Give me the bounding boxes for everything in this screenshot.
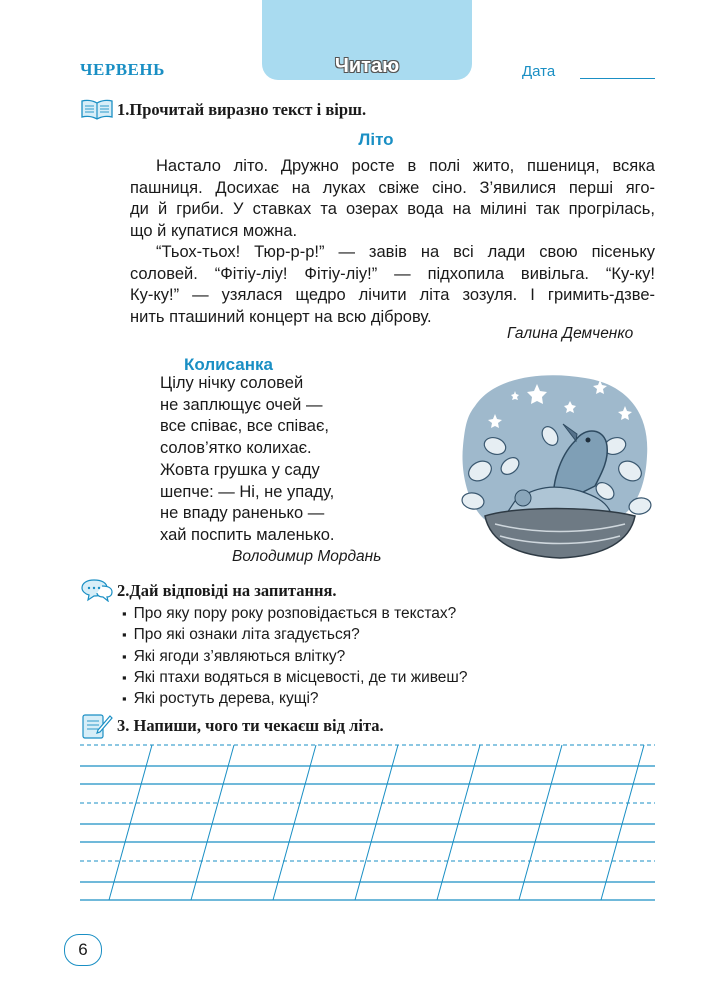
story-line: пашниця. Досихає на луках свіже сіно. З’явилися перші яго- [130, 178, 655, 197]
task3-title: 3. Напиши, чого ти чекаєш від літа. [117, 716, 384, 735]
list-item: ▪ Про яку пору року розповідається в текстах? [122, 603, 468, 624]
task2-title: 2.Дай відповіді на запитання. [117, 581, 337, 600]
list-item: ▪ Які ягоди з’являються влітку? [122, 646, 468, 667]
story-line: що й купатися можна. [130, 221, 298, 240]
task1-title: 1.Прочитай виразно текст і вірш. [117, 100, 367, 119]
poem-line: не заплющує очей — [160, 395, 323, 414]
poem-title: Колисанка [184, 355, 273, 374]
story-line: Ку-ку!” — узялася щедро лічити літа зозуля. І гримить-дзве- [130, 286, 655, 304]
poem-line: Цілу нічку соловей [160, 374, 304, 392]
poem-line: хай поспить маленько. [160, 525, 335, 544]
month-label: ЧЕРВЕНЬ [80, 60, 165, 79]
page-number: 6 [78, 940, 88, 959]
poem-line: не впаду раненько — [160, 504, 325, 523]
section-title: Читаю [334, 55, 400, 77]
list-item: ▪ Про які ознаки літа згадується? [122, 624, 468, 645]
list-item: ▪ Які ростуть дерева, кущі? [122, 688, 468, 709]
poem-line: все співає, все співає, [160, 417, 329, 436]
story-line: Настало літо. Дружно росте в полі жито, пшениця, всяка [156, 157, 655, 175]
story-line: нить пташиний концерт на всю діброву. [130, 307, 432, 326]
page-number-badge [64, 934, 102, 966]
story-author: Галина Демченко [507, 325, 634, 342]
poem-line: шепче: — Ні, не упаду, [160, 482, 335, 501]
list-item: ▪ Які птахи водяться в місцевості, де ти живеш? [122, 667, 468, 688]
story-line: “Тьох-тьох! Тюр-р-р!” — завів на всі лади свою пісеньку [156, 243, 655, 261]
story-line: соловей. “Фітіу-ліу! Фітіу-ліу!” — підхопила вивільга. “Ку-ку! [130, 264, 655, 283]
story-line: ди й гриби. У ставках та озерах вода на мілині так прогрілась, [130, 200, 655, 218]
story-title: Літо [358, 130, 394, 149]
poem-line: солов’ятко колихає. [160, 439, 312, 458]
poem-line: Жовта грушка у саду [160, 460, 320, 479]
poem-author: Володимир Мордань [232, 548, 382, 565]
date-label: Дата [522, 63, 556, 80]
